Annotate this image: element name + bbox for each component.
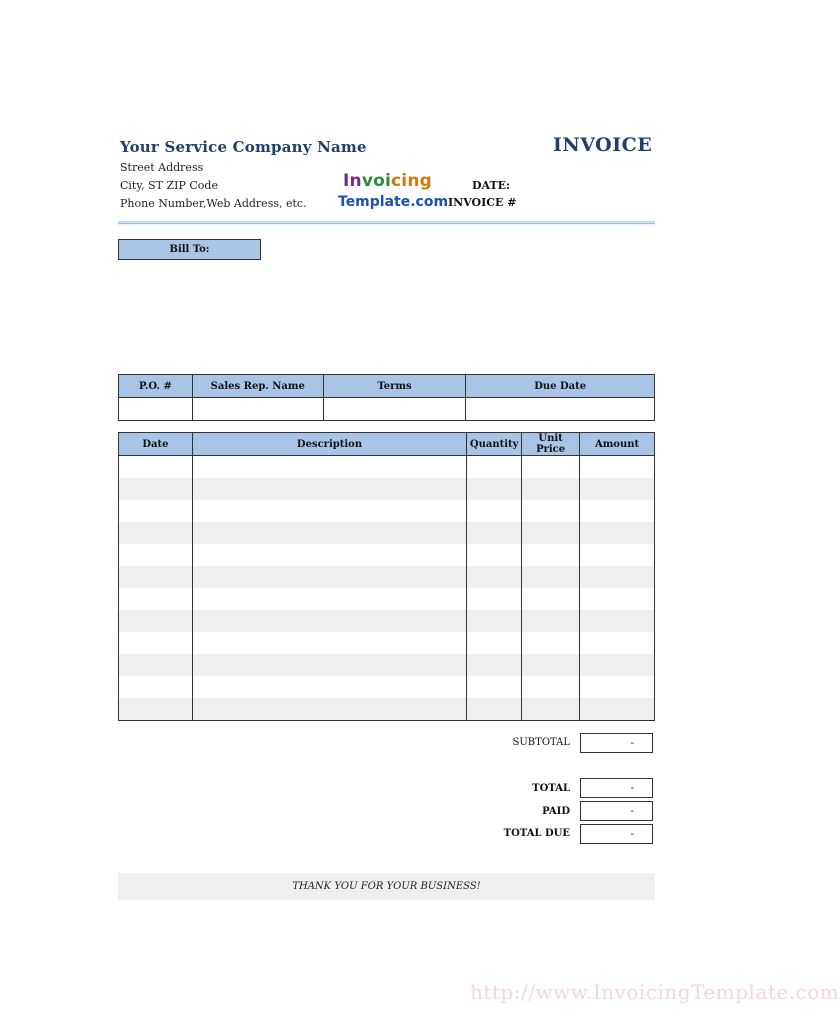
quantity-cell[interactable] [467, 632, 522, 654]
amount-cell[interactable] [580, 698, 655, 721]
header-divider-line [118, 223, 655, 224]
quantity-cell[interactable] [467, 522, 522, 544]
description-cell[interactable] [192, 588, 466, 610]
line-item-row [119, 676, 655, 698]
quantity-cell[interactable] [467, 676, 522, 698]
unit-price-cell[interactable] [522, 456, 580, 479]
total-due-value[interactable]: - [580, 824, 653, 844]
date-cell[interactable] [119, 478, 193, 500]
date-cell[interactable] [119, 522, 193, 544]
description-cell[interactable] [192, 500, 466, 522]
line-item-row [119, 500, 655, 522]
amount-cell[interactable] [580, 544, 655, 566]
total-label: TOTAL [532, 783, 570, 794]
logo-wordmark: Invoicing [343, 171, 433, 191]
due-date-cell[interactable] [466, 398, 655, 421]
line-item-row [119, 456, 655, 479]
date-cell[interactable] [119, 456, 193, 479]
line-item-row [119, 698, 655, 721]
line-item-row [119, 522, 655, 544]
quantity-cell[interactable] [467, 566, 522, 588]
unit-price-cell[interactable] [522, 544, 580, 566]
amount-cell[interactable] [580, 566, 655, 588]
po-number-header: P.O. # [119, 375, 193, 398]
quantity-cell[interactable] [467, 698, 522, 721]
logo-domain: Template.com [338, 194, 449, 210]
paid-value[interactable]: - [580, 801, 653, 821]
company-street: Street Address [120, 161, 204, 174]
total-value[interactable]: - [580, 778, 653, 798]
description-cell[interactable] [192, 698, 466, 721]
description-header: Description [192, 433, 466, 456]
sales-rep-cell[interactable] [192, 398, 323, 421]
subtotal-value[interactable]: - [580, 733, 653, 753]
date-header: Date [119, 433, 193, 456]
invoice-title: INVOICE [553, 134, 653, 156]
amount-cell[interactable] [580, 456, 655, 479]
description-cell[interactable] [192, 478, 466, 500]
line-item-row [119, 588, 655, 610]
amount-cell[interactable] [580, 610, 655, 632]
total-due-label: TOTAL DUE [503, 828, 570, 839]
date-cell[interactable] [119, 654, 193, 676]
thank-you-banner: THANK YOU FOR YOUR BUSINESS! [118, 873, 655, 900]
quantity-header: Quantity [467, 433, 522, 456]
line-item-row [119, 632, 655, 654]
unit-price-cell[interactable] [522, 522, 580, 544]
description-cell[interactable] [192, 676, 466, 698]
company-contact: Phone Number,Web Address, etc. [120, 197, 307, 210]
date-cell[interactable] [119, 500, 193, 522]
quantity-cell[interactable] [467, 654, 522, 676]
terms-header: Terms [323, 375, 466, 398]
description-cell[interactable] [192, 632, 466, 654]
description-cell[interactable] [192, 522, 466, 544]
line-item-row [119, 654, 655, 676]
description-cell[interactable] [192, 610, 466, 632]
invoice-number-label: INVOICE # [448, 196, 517, 209]
unit-price-cell[interactable] [522, 698, 580, 721]
amount-header: Amount [580, 433, 655, 456]
quantity-cell[interactable] [467, 478, 522, 500]
description-cell[interactable] [192, 456, 466, 479]
company-name: Your Service Company Name [120, 138, 367, 156]
unit-price-cell[interactable] [522, 588, 580, 610]
unit-price-cell[interactable] [522, 610, 580, 632]
amount-cell[interactable] [580, 522, 655, 544]
line-item-row [119, 566, 655, 588]
line-items-table [118, 432, 655, 721]
description-cell[interactable] [192, 566, 466, 588]
unit-price-header: Unit Price [522, 433, 580, 456]
unit-price-cell[interactable] [522, 566, 580, 588]
amount-cell[interactable] [580, 654, 655, 676]
amount-cell[interactable] [580, 632, 655, 654]
unit-price-cell[interactable] [522, 500, 580, 522]
terms-cell[interactable] [323, 398, 466, 421]
quantity-cell[interactable] [467, 610, 522, 632]
amount-cell[interactable] [580, 588, 655, 610]
line-item-row [119, 478, 655, 500]
date-cell[interactable] [119, 588, 193, 610]
watermark: http://www.InvoicingTemplate.com [470, 980, 839, 1004]
subtotal-label: SUBTOTAL [512, 737, 570, 748]
unit-price-cell[interactable] [522, 676, 580, 698]
description-cell[interactable] [192, 544, 466, 566]
amount-cell[interactable] [580, 676, 655, 698]
date-cell[interactable] [119, 566, 193, 588]
date-label: DATE: [472, 179, 511, 192]
date-cell[interactable] [119, 632, 193, 654]
quantity-cell[interactable] [467, 588, 522, 610]
unit-price-cell[interactable] [522, 632, 580, 654]
company-city: City, ST ZIP Code [120, 179, 218, 192]
amount-cell[interactable] [580, 500, 655, 522]
due-date-header: Due Date [466, 375, 655, 398]
quantity-cell[interactable] [467, 500, 522, 522]
order-info-table [118, 374, 655, 421]
quantity-cell[interactable] [467, 456, 522, 479]
header-divider [118, 221, 655, 227]
date-cell[interactable] [119, 698, 193, 721]
description-cell[interactable] [192, 654, 466, 676]
quantity-cell[interactable] [467, 544, 522, 566]
paid-label: PAID [542, 806, 570, 817]
line-items-body [119, 456, 655, 721]
date-cell[interactable] [119, 544, 193, 566]
unit-price-cell[interactable] [522, 478, 580, 500]
date-cell[interactable] [119, 676, 193, 698]
date-cell[interactable] [119, 610, 193, 632]
unit-price-cell[interactable] [522, 654, 580, 676]
bill-to-header: Bill To: [118, 239, 261, 260]
invoicing-template-logo [338, 170, 449, 220]
po-number-cell[interactable] [119, 398, 193, 421]
line-item-row [119, 544, 655, 566]
amount-cell[interactable] [580, 478, 655, 500]
line-item-row [119, 610, 655, 632]
sales-rep-header: Sales Rep. Name [192, 375, 323, 398]
